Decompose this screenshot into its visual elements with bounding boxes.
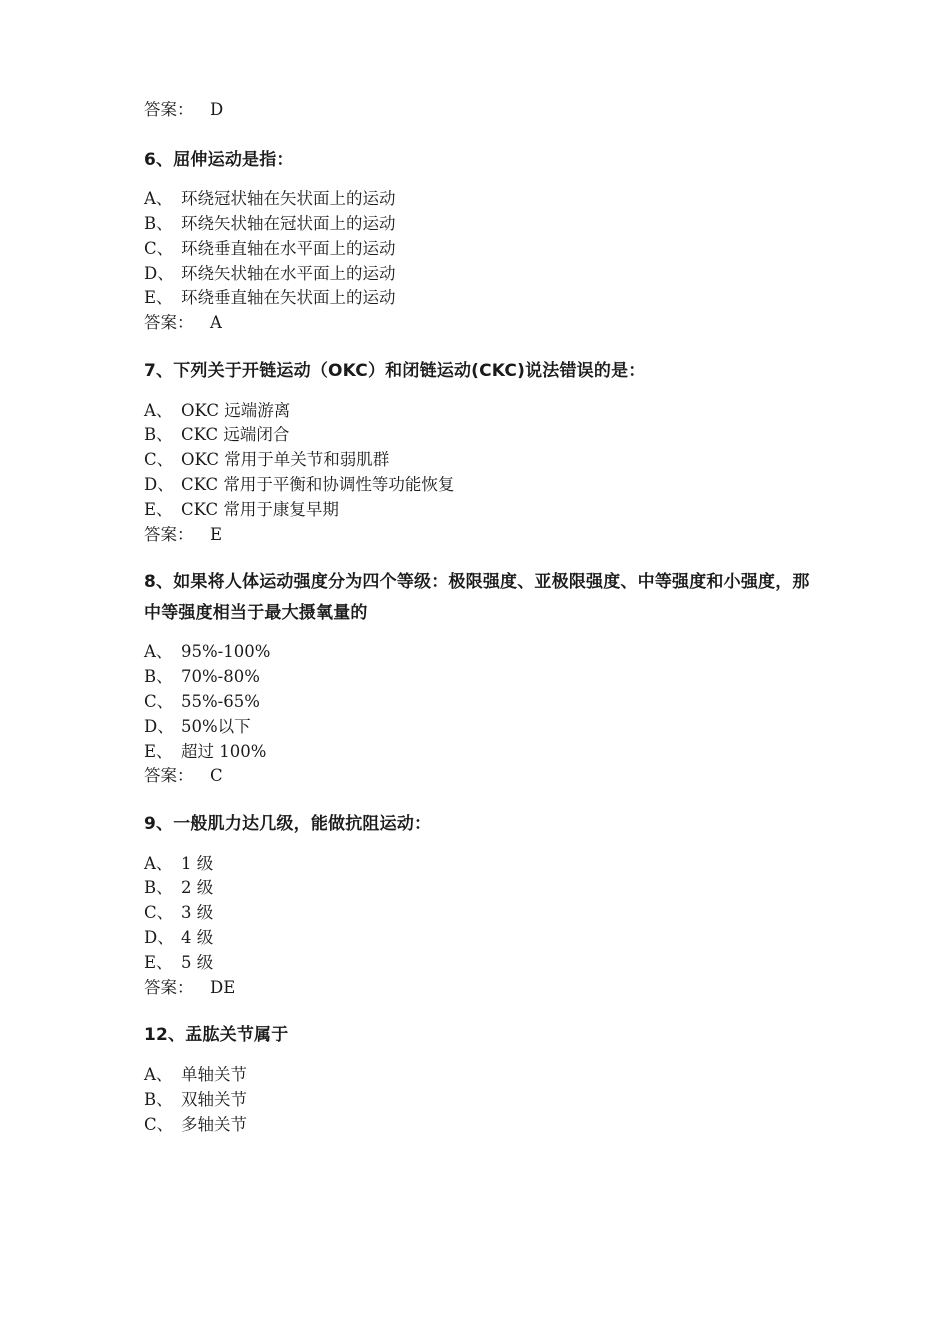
question-title: 6、屈伸运动是指： xyxy=(144,149,294,170)
option-letter: C、 xyxy=(144,691,174,711)
option-text: 双轴关节 xyxy=(181,1089,247,1109)
option-letter: A、 xyxy=(144,189,173,209)
option-text: 95%-100% xyxy=(181,642,271,662)
option-item xyxy=(144,951,824,976)
option-text: 环绕垂直轴在水平面上的运动 xyxy=(181,238,396,258)
option-letter: B、 xyxy=(144,1089,173,1109)
option-letter: C、 xyxy=(144,238,174,258)
option-item xyxy=(144,237,824,262)
answer-value: D xyxy=(210,100,224,119)
question-block xyxy=(144,809,824,1000)
option-letter: E、 xyxy=(144,499,173,519)
answer-line xyxy=(144,523,824,548)
option-item xyxy=(144,690,824,715)
option-item xyxy=(144,498,824,523)
answer-value: E xyxy=(210,524,223,544)
option-letter: C、 xyxy=(144,903,174,923)
option-letter: E、 xyxy=(144,741,173,761)
option-item xyxy=(144,665,824,690)
option-list xyxy=(144,640,824,764)
option-text: 50%以下 xyxy=(181,716,251,736)
answer-label: 答案： xyxy=(144,100,194,119)
option-letter: B、 xyxy=(144,878,173,898)
answer-line xyxy=(144,764,824,789)
option-text: 55%-65% xyxy=(181,691,260,711)
option-text: 1 级 xyxy=(181,853,214,873)
option-text: 环绕垂直轴在矢状面上的运动 xyxy=(181,288,396,308)
option-text: 环绕矢状轴在冠状面上的运动 xyxy=(181,214,396,234)
option-item xyxy=(144,1063,824,1088)
question-block xyxy=(144,567,824,789)
option-item xyxy=(144,640,824,665)
option-item xyxy=(144,448,824,473)
question-title: 12、盂肱关节属于 xyxy=(144,1025,289,1046)
option-text: 4 级 xyxy=(181,928,214,948)
option-letter: B、 xyxy=(144,425,173,445)
answer-line xyxy=(144,98,824,123)
option-item xyxy=(144,187,824,212)
answer-label: 答案： xyxy=(144,524,194,544)
answer-line xyxy=(144,976,824,1001)
option-item xyxy=(144,212,824,237)
option-letter: D、 xyxy=(144,928,174,948)
option-letter: A、 xyxy=(144,1064,173,1084)
option-item xyxy=(144,715,824,740)
option-list xyxy=(144,852,824,976)
answer-line xyxy=(144,311,824,336)
option-text: 单轴关节 xyxy=(181,1064,247,1084)
option-letter: B、 xyxy=(144,667,173,687)
option-item xyxy=(144,423,824,448)
option-letter: C、 xyxy=(144,450,174,470)
option-letter: D、 xyxy=(144,263,174,283)
answer-label: 答案： xyxy=(144,313,194,333)
option-text: OKC 远端游离 xyxy=(181,400,291,420)
option-item xyxy=(144,473,824,498)
option-text: CKC 常用于康复早期 xyxy=(181,499,339,519)
option-text: 环绕冠状轴在矢状面上的运动 xyxy=(181,189,396,209)
option-letter: C、 xyxy=(144,1114,174,1134)
option-text: CKC 远端闭合 xyxy=(181,425,290,445)
answer-value: C xyxy=(210,766,223,786)
question-block xyxy=(144,1020,824,1137)
option-list xyxy=(144,187,824,311)
option-item xyxy=(144,286,824,311)
option-list xyxy=(144,1063,824,1137)
option-item xyxy=(144,740,824,765)
question-block xyxy=(144,145,824,336)
option-item xyxy=(144,1088,824,1113)
option-list xyxy=(144,399,824,523)
option-text: 2 级 xyxy=(181,878,214,898)
answer-value: A xyxy=(210,313,222,333)
option-item xyxy=(144,901,824,926)
question-title: 9、一般肌力达几级，能做抗阻运动： xyxy=(144,814,432,835)
option-item xyxy=(144,876,824,901)
option-text: CKC 常用于平衡和协调性等功能恢复 xyxy=(181,474,455,494)
option-text: 多轴关节 xyxy=(181,1114,247,1134)
document-page xyxy=(144,98,824,1137)
option-item xyxy=(144,926,824,951)
option-text: 3 级 xyxy=(181,903,214,923)
answer-value: DE xyxy=(210,977,236,997)
option-letter: D、 xyxy=(144,474,174,494)
option-text: OKC 常用于单关节和弱肌群 xyxy=(181,450,390,470)
option-item xyxy=(144,262,824,287)
option-letter: D、 xyxy=(144,716,174,736)
option-letter: E、 xyxy=(144,288,173,308)
option-item xyxy=(144,852,824,877)
option-letter: A、 xyxy=(144,853,173,873)
option-letter: A、 xyxy=(144,642,173,662)
question-title: 7、下列关于开链运动（OKC）和闭链运动(CKC)说法错误的是： xyxy=(144,361,646,382)
option-item xyxy=(144,399,824,424)
option-letter: B、 xyxy=(144,214,173,234)
answer-label: 答案： xyxy=(144,766,194,786)
option-letter: E、 xyxy=(144,952,173,972)
option-text: 环绕矢状轴在水平面上的运动 xyxy=(181,263,396,283)
answer-label: 答案： xyxy=(144,977,194,997)
option-text: 5 级 xyxy=(181,952,214,972)
question-title: 8、如果将人体运动强度分为四个等级：极限强度、亚极限强度、中等强度和小强度，那中等强度相当于最大摄氧量的 xyxy=(144,572,810,623)
option-item xyxy=(144,1113,824,1138)
option-text: 超过 100% xyxy=(181,741,267,761)
question-block xyxy=(144,356,824,547)
option-letter: A、 xyxy=(144,400,173,420)
option-text: 70%-80% xyxy=(181,667,260,687)
